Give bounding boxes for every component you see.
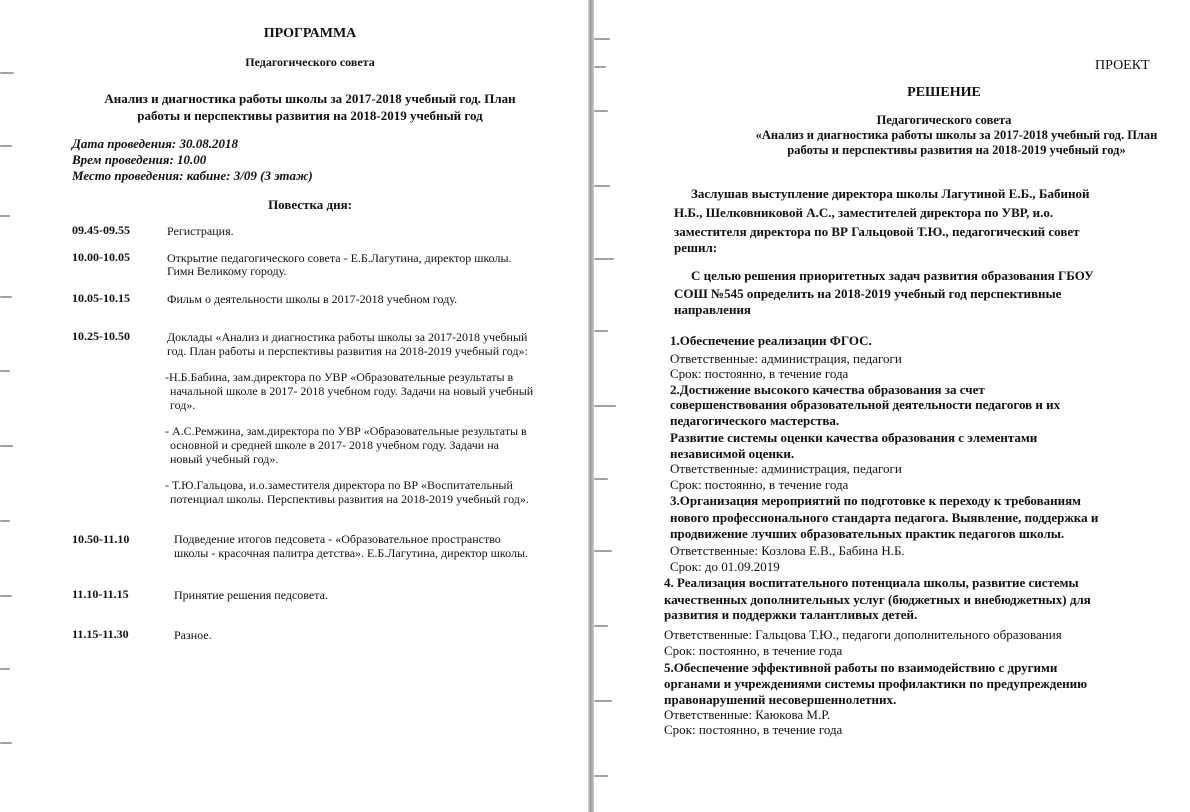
agenda-time: 10.25-10.50 (72, 329, 130, 343)
scan-mark (0, 72, 14, 74)
scan-mark (594, 330, 608, 332)
scan-mark (0, 296, 12, 298)
decision-item-heading: развития и поддержки талантливых детей. (664, 607, 918, 622)
scan-mark (0, 445, 13, 447)
agenda-title: Повестка дня: (268, 197, 352, 212)
decision-item-heading: нового профессионального стандарта педагога. Выявление, поддержка и (670, 510, 1099, 525)
agenda-text: Разное. (174, 628, 212, 642)
report-text: - А.С.Ремжина, зам.директора по УВР «Образовательные результаты в (165, 424, 527, 438)
goal-line: С целью решения приоритетных задач развития образования ГБОУ (691, 268, 1094, 283)
scan-mark (594, 405, 616, 407)
agenda-time: 11.10-11.15 (72, 587, 129, 601)
scan-mark (0, 520, 10, 522)
scan-mark (594, 185, 610, 187)
scan-mark (594, 550, 612, 552)
meeting-place: Место проведения: кабине: 3/09 (3 этаж) (72, 168, 313, 183)
program-heading: ПРОГРАММА (263, 26, 357, 41)
meeting-time: Врем проведения: 10.00 (72, 152, 207, 167)
report-text: новый учебный год». (170, 452, 279, 466)
report-text: основной и средней школе в 2017- 2018 учебном году. Задачи на (170, 438, 499, 452)
decision-item-heading: органами и учреждениями системы профилактики по предупреждению (664, 676, 1088, 691)
scan-mark (594, 775, 608, 777)
scan-mark (594, 700, 612, 702)
agenda-text: Доклады «Анализ и диагностика работы школы за 2017-2018 учебный (167, 330, 528, 344)
report-text: начальной школе в 2017- 2018 учебном году. Задачи на новый учебный (170, 384, 534, 398)
decision-item-heading: 5.Обеспечение эффективной работы по взаимодействию с другими (664, 660, 1058, 675)
scan-mark (594, 625, 608, 627)
goal-line: СОШ №545 определить на 2018-2019 учебный год перспективные (674, 286, 1062, 301)
report-text: -Н.Б.Бабина, зам.директора по УВР «Образовательные результаты в (165, 370, 514, 384)
agenda-text: Открытие педагогического совета - Е.Б.Лагутина, директор школы. (167, 251, 512, 265)
decision-item-heading: педагогического мастерства. (670, 413, 840, 428)
agenda-time: 09.45-09.55 (72, 223, 130, 237)
scan-mark (0, 742, 12, 744)
scan-mark (0, 668, 10, 670)
report-text: - Т.Ю.Гальцова, и.о.заместителя директора по ВР «Воспитательный (165, 478, 513, 492)
scan-mark (0, 595, 12, 597)
decision-item-heading: совершенствования образовательной деятельности педагогов и их (670, 397, 1061, 412)
agenda-time: 10.05-10.15 (72, 291, 130, 305)
decision-topic-line-1: «Анализ и диагностика работы школы за 2017-2018 учебный год. План (755, 128, 1158, 142)
program-subheading: Педагогического совета (245, 55, 375, 69)
intro-line: решил: (674, 240, 718, 255)
decision-item-detail: Ответственные: Козлова Е.В., Бабина Н.Б. (670, 543, 905, 558)
scan-mark (594, 110, 608, 112)
decision-item-heading: 4. Реализация воспитательного потенциала школы, развитие системы (664, 575, 1079, 590)
decision-heading: РЕШЕНИЕ (907, 85, 981, 100)
scan-mark (0, 370, 10, 372)
decision-item-detail: Срок: постоянно, в течение года (670, 366, 849, 381)
report-text: год». (170, 398, 196, 412)
program-topic-line-1: Анализ и диагностика работы школы за 2017-2018 учебный год. План (104, 91, 516, 106)
decision-item-detail: Срок: постоянно, в течение года (664, 643, 843, 658)
agenda-text: Принятие решения педсовета. (174, 588, 328, 602)
goal-line: направления (674, 302, 751, 317)
project-label: ПРОЕКТ (1095, 58, 1150, 73)
agenda-time: 11.15-11.30 (72, 627, 129, 641)
agenda-time: 10.00-10.05 (72, 250, 130, 264)
agenda-text: год. План работы и перспективы развития на 2018-2019 учебный год»: (167, 344, 528, 358)
intro-line: заместителя директора по ВР Гальцовой Т.Ю., педагогический совет (674, 224, 1080, 239)
decision-item-heading: 1.Обеспечение реализации ФГОС. (670, 333, 872, 348)
decision-item-heading: Развитие системы оценки качества образования с элементами (670, 430, 1038, 445)
scan-mark (0, 215, 10, 217)
decision-item-heading: продвижение лучших образовательных практик педагогов школы. (670, 526, 1065, 541)
decision-topic-line-2: работы и перспективы развития на 2018-2019 учебный год» (787, 143, 1126, 157)
agenda-text: Подведение итогов педсовета - «Образовательное пространство (174, 532, 501, 546)
meeting-date: Дата проведения: 30.08.2018 (72, 136, 239, 151)
decision-item-heading: 2.Достижение высокого качества образования за счет (670, 382, 985, 397)
scan-mark (594, 258, 614, 260)
decision-item-detail: Ответственные: администрация, педагоги (670, 461, 902, 476)
decision-item-detail: Срок: постоянно, в течение года (670, 477, 849, 492)
agenda-text: Гимн Великому городу. (167, 264, 287, 278)
scan-mark (0, 145, 12, 147)
decision-item-detail: Срок: постоянно, в течение года (664, 722, 843, 737)
scan-mark (594, 66, 606, 68)
decision-item-heading: качественных дополнительных услуг (бюджетных и внебюджетных) для (664, 592, 1091, 607)
decision-item-detail: Ответственные: администрация, педагоги (670, 351, 902, 366)
decision-item-detail: Ответственные: Гальцова Т.Ю., педагоги дополнительного образования (664, 627, 1062, 642)
decision-item-heading: правонарушений несовершеннолетних. (664, 692, 897, 707)
agenda-text: Регистрация. (167, 224, 234, 238)
decision-item-heading: независимой оценки. (670, 446, 795, 461)
intro-line: Заслушав выступление директора школы Лагутиной Е.Б., Бабиной (691, 186, 1090, 201)
program-topic-line-2: работы и перспективы развития на 2018-2019 учебный год (137, 108, 483, 123)
scan-mark (594, 38, 610, 40)
agenda-time: 10.50-11.10 (72, 532, 130, 546)
decision-subheading: Педагогического совета (876, 113, 1012, 127)
decision-item-heading: 3.Организация мероприятий по подготовке к переходу к требованиям (670, 493, 1081, 508)
decision-item-detail: Ответственные: Каюкова М.Р. (664, 707, 831, 722)
decision-item-detail: Срок: до 01.09.2019 (670, 559, 780, 574)
intro-line: Н.Б., Шелковниковой А.С., заместителей директора по УВР, и.о. (674, 205, 1054, 220)
agenda-text: Фильм о деятельности школы в 2017-2018 учебном году. (167, 292, 458, 306)
program-page (0, 0, 588, 812)
scan-mark (594, 478, 608, 480)
agenda-text: школы - красочная палитра детства». Е.Б.Лагутина, директор школы. (174, 546, 529, 560)
report-text: потенциал школы. Перспективы развития на 2018-2019 учебный год». (170, 492, 529, 506)
decision-page (594, 0, 1190, 812)
